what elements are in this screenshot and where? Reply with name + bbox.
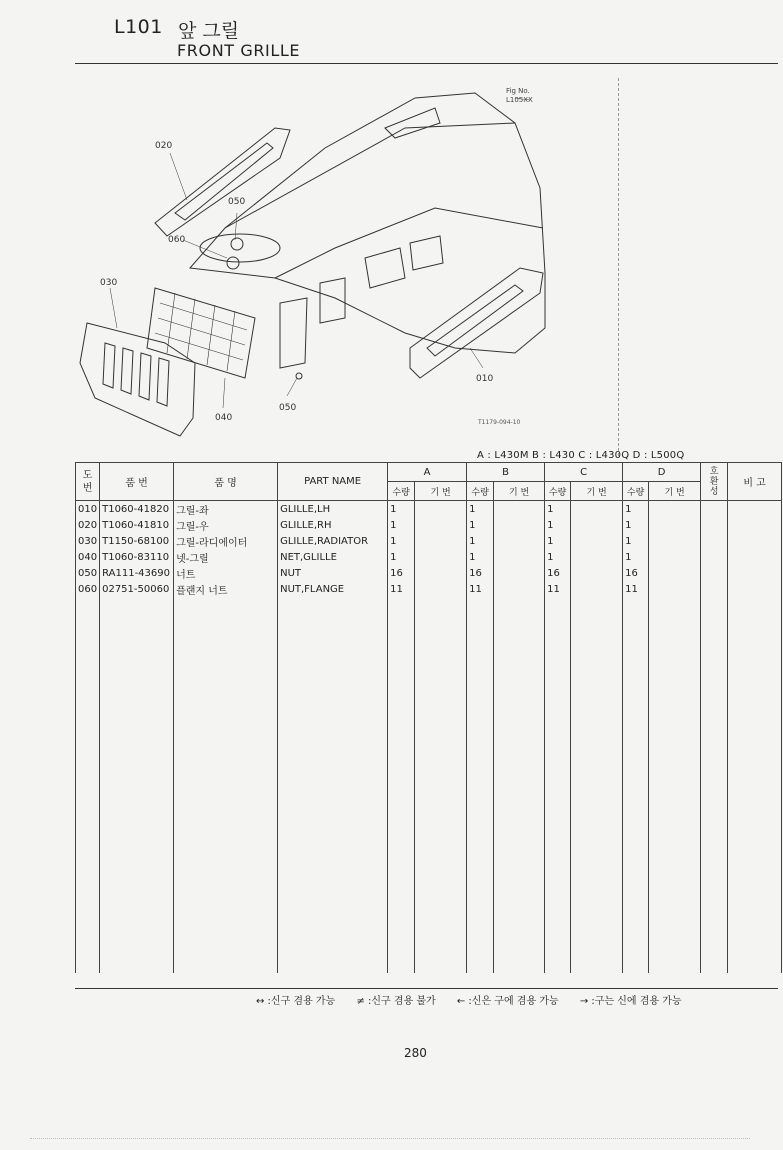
- figure-number-value: L105XX: [506, 96, 533, 104]
- row-serial-b: [494, 517, 545, 533]
- figure-number: [506, 87, 533, 105]
- row-remarks: [728, 581, 782, 597]
- row-serial-c: [571, 565, 623, 581]
- parts-table: [75, 462, 782, 973]
- table-blank-space: [76, 597, 782, 973]
- row-qty-b: 1: [467, 517, 494, 533]
- legend-item-compatible: ↔ :신구 겸용 가능: [256, 996, 336, 1007]
- table-row: [76, 549, 782, 565]
- row-part-name: GLILLE,LH: [278, 501, 388, 518]
- row-name-korean: 그릴-라디에이터: [174, 533, 278, 549]
- row-serial-a: [415, 565, 467, 581]
- row-serial-a: [415, 501, 467, 518]
- row-part-number: T1060-41810: [100, 517, 174, 533]
- row-qty-b: 1: [467, 501, 494, 518]
- row-name-korean: 그릴-우: [174, 517, 278, 533]
- row-qty-c: 11: [545, 581, 571, 597]
- row-remarks: [728, 565, 782, 581]
- figure-number-label: Fig No.: [506, 87, 530, 95]
- row-no: 040: [76, 549, 100, 565]
- table-bottom-rule: [75, 988, 778, 989]
- row-serial-a: [415, 549, 467, 565]
- row-no: 030: [76, 533, 100, 549]
- row-qty-a: 1: [388, 549, 415, 565]
- row-qty-c: 1: [545, 533, 571, 549]
- callout-040: 040: [215, 413, 233, 423]
- row-serial-d: [649, 517, 701, 533]
- row-compat: [701, 517, 728, 533]
- legend-item-incompatible: ≠ :신구 겸용 불가: [356, 996, 436, 1007]
- row-qty-d: 1: [623, 517, 649, 533]
- header-model-a: A: [388, 463, 467, 482]
- row-serial-c: [571, 581, 623, 597]
- row-part-name: GLILLE,RADIATOR: [278, 533, 388, 549]
- figure-reference: T1179-094-10: [478, 419, 521, 426]
- row-qty-a: 1: [388, 517, 415, 533]
- table-row: [76, 565, 782, 581]
- row-serial-d: [649, 565, 701, 581]
- header-serial-c: 기 번: [571, 482, 623, 501]
- row-qty-d: 1: [623, 549, 649, 565]
- row-part-number: 02751-50060: [100, 581, 174, 597]
- legend-item-old-to-new: → :구는 신에 겸용 가능: [579, 996, 682, 1007]
- callout-020: 020: [155, 141, 173, 151]
- row-part-name: NUT,FLANGE: [278, 581, 388, 597]
- row-compat: [701, 549, 728, 565]
- header-no: 도 번: [76, 463, 100, 501]
- row-qty-a: 1: [388, 501, 415, 518]
- callout-030: 030: [100, 278, 118, 288]
- row-serial-a: [415, 581, 467, 597]
- row-compat: [701, 581, 728, 597]
- row-part-number: T1150-68100: [100, 533, 174, 549]
- row-compat: [701, 565, 728, 581]
- row-qty-d: 1: [623, 501, 649, 518]
- row-remarks: [728, 501, 782, 518]
- row-qty-a: 1: [388, 533, 415, 549]
- row-serial-b: [494, 501, 545, 518]
- row-name-korean: 플랜지 너트: [174, 581, 278, 597]
- row-name-korean: 그릴-좌: [174, 501, 278, 518]
- row-remarks: [728, 549, 782, 565]
- header-model-d: D: [623, 463, 701, 482]
- row-no: 050: [76, 565, 100, 581]
- row-qty-a: 16: [388, 565, 415, 581]
- row-qty-c: 1: [545, 517, 571, 533]
- table-row: [76, 581, 782, 597]
- section-title-english: FRONT GRILLE: [177, 41, 301, 60]
- row-no: 010: [76, 501, 100, 518]
- header-qty-c: 수량: [545, 482, 571, 501]
- row-serial-b: [494, 565, 545, 581]
- section-title-korean: 앞 그릴: [178, 20, 240, 42]
- callout-060: 060: [168, 235, 186, 245]
- header-rule: [75, 63, 778, 64]
- callout-050-bottom: 050: [279, 403, 297, 413]
- table-row: [76, 533, 782, 549]
- callout-050-top: 050: [228, 197, 246, 207]
- row-part-name: NUT: [278, 565, 388, 581]
- header-qty-b: 수량: [467, 482, 494, 501]
- row-serial-d: [649, 533, 701, 549]
- compatibility-legend: [256, 992, 700, 1007]
- header-compatibility: 호 환 성: [701, 463, 728, 501]
- row-serial-a: [415, 517, 467, 533]
- header-part-name: PART NAME: [278, 463, 388, 501]
- header-remarks: 비 고: [728, 463, 782, 501]
- row-name-korean: 넷-그릴: [174, 549, 278, 565]
- row-serial-a: [415, 533, 467, 549]
- row-qty-b: 11: [467, 581, 494, 597]
- header-qty-d: 수량: [623, 482, 649, 501]
- row-serial-c: [571, 501, 623, 518]
- row-serial-b: [494, 581, 545, 597]
- row-serial-d: [649, 501, 701, 518]
- header-name-korean: 품 명: [174, 463, 278, 501]
- row-name-korean: 너트: [174, 565, 278, 581]
- row-qty-d: 16: [623, 565, 649, 581]
- row-qty-c: 1: [545, 501, 571, 518]
- model-legend: A : L430M B : L430 C : L430Q D : L500Q: [477, 450, 685, 461]
- row-serial-d: [649, 549, 701, 565]
- header-serial-d: 기 번: [649, 482, 701, 501]
- row-qty-b: 1: [467, 549, 494, 565]
- row-part-name: NET,GLILLE: [278, 549, 388, 565]
- figure-divider: [618, 78, 619, 456]
- row-qty-c: 16: [545, 565, 571, 581]
- legend-item-new-to-old: ← :신은 구에 겸용 가능: [456, 996, 559, 1007]
- row-serial-c: [571, 533, 623, 549]
- row-remarks: [728, 533, 782, 549]
- table-row: [76, 517, 782, 533]
- row-compat: [701, 533, 728, 549]
- table-row: [76, 501, 782, 518]
- page-number: 280: [404, 1046, 427, 1060]
- row-no: 060: [76, 581, 100, 597]
- row-part-number: RA111-43690: [100, 565, 174, 581]
- row-serial-d: [649, 581, 701, 597]
- row-serial-c: [571, 549, 623, 565]
- row-qty-d: 1: [623, 533, 649, 549]
- header-serial-a: 기 번: [415, 482, 467, 501]
- exploded-parts-illustration: [75, 78, 620, 453]
- section-code: L101: [114, 16, 163, 38]
- row-part-number: T1060-83110: [100, 549, 174, 565]
- row-qty-d: 11: [623, 581, 649, 597]
- header-part-number: 품 번: [100, 463, 174, 501]
- header-qty-a: 수량: [388, 482, 415, 501]
- callout-010: 010: [476, 374, 494, 384]
- row-qty-b: 16: [467, 565, 494, 581]
- header-serial-b: 기 번: [494, 482, 545, 501]
- row-serial-b: [494, 533, 545, 549]
- row-no: 020: [76, 517, 100, 533]
- row-qty-a: 11: [388, 581, 415, 597]
- row-serial-c: [571, 517, 623, 533]
- header-model-c: C: [545, 463, 623, 482]
- row-part-number: T1060-41820: [100, 501, 174, 518]
- row-remarks: [728, 517, 782, 533]
- row-qty-b: 1: [467, 533, 494, 549]
- row-part-name: GLILLE,RH: [278, 517, 388, 533]
- scan-artifact-line: [30, 1138, 750, 1141]
- row-qty-c: 1: [545, 549, 571, 565]
- header-model-b: B: [467, 463, 545, 482]
- row-serial-b: [494, 549, 545, 565]
- row-compat: [701, 501, 728, 518]
